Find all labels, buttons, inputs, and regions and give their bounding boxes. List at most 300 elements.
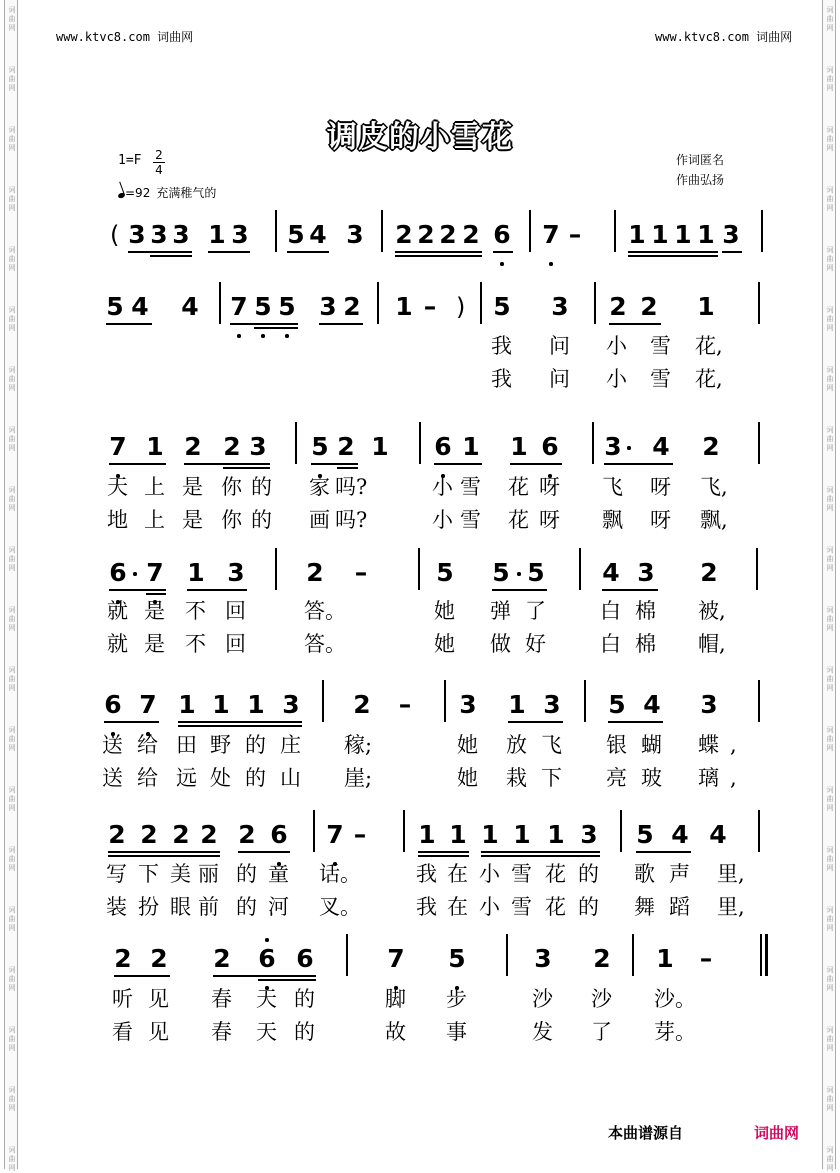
watermark-text: 词 曲 网 [8,126,16,152]
bar-line [756,548,758,590]
final-bar-line [765,934,768,976]
watermark-text: 词 曲 网 [8,66,16,92]
lyric-char: 写 [106,862,127,886]
lyric-char: 花 [545,895,566,919]
lyric-char: 我 [416,895,437,919]
note: 3 [534,944,552,973]
eighth-underline [108,851,220,853]
note: 6 [109,558,127,587]
watermark-text: 词 曲 网 [8,666,16,692]
lyric-char: 事 [446,1020,467,1044]
watermark-text: 词 曲 网 [826,486,834,512]
eighth-underline [481,851,600,853]
note: 2 [184,432,202,461]
lyric-char: 花, [695,367,723,391]
bar-line [584,680,586,722]
note: – [568,220,582,249]
lyric-char: 放 [506,733,527,757]
note: 6 [296,944,314,973]
sixteenth-underline [150,255,192,257]
lyric-char: 呀 [539,508,560,532]
note: 5 [278,292,296,321]
note: 1 [247,690,265,719]
lyric-char: 了 [525,599,546,623]
composer: 作曲弘扬 [676,173,725,187]
notation-line [0,558,840,588]
sixteenth-underline [628,255,718,257]
lyric-char: 的 [294,987,315,1011]
notation-line [0,220,840,250]
note: 4 [602,558,620,587]
lyric-char: 美 [170,862,191,886]
eighth-underline [608,721,663,723]
lyric-char: 雪 [511,895,532,919]
notation-line [0,944,840,974]
note: 5 [492,558,510,587]
lyric-char: 步 [446,987,467,1011]
note: 2 [395,220,413,249]
lyric-char: 你 [221,475,242,499]
note: 2 [114,944,132,973]
lyric-char: 银 [606,733,627,757]
lyric-char: 的 [251,475,272,499]
lyric-char: 在 [447,862,468,886]
note: 6 [541,432,559,461]
note: 3 [227,558,245,587]
low-octave-dot [500,262,504,266]
note: 3 [319,292,337,321]
lyric-char: 亮 [606,766,627,790]
watermark-text: 词 曲 网 [8,426,16,452]
note: 2 [200,820,218,849]
lyric-char: 不 [185,599,206,623]
lyricist: 作词匿名 [676,153,725,167]
watermark-text: 词 曲 网 [826,1086,834,1112]
lyric-char: 我 [416,862,437,886]
lyric-char: 天 [107,475,128,499]
lyric-char: 小 [479,862,500,886]
lyric-char: 画 [309,508,330,532]
lyric-char: 不 [185,632,206,656]
eighth-underline [636,851,691,853]
watermark-text: 词 曲 网 [826,906,834,932]
lyric-char: 答。 [304,599,346,623]
lyric-char: 里, [717,895,745,919]
lyric-char: 的 [236,895,257,919]
note: 5 [608,690,626,719]
note: 7 [326,820,344,849]
eighth-underline [510,463,562,465]
eighth-underline [178,721,302,723]
lyric-char: 被, [698,599,726,623]
watermark-text: 词 曲 网 [826,66,834,92]
watermark-text: 词 曲 网 [8,246,16,272]
note: 2 [172,820,190,849]
note: 3 [249,432,267,461]
note: 4 [671,820,689,849]
lyric-char: 稼; [344,733,373,757]
bar-line [313,810,315,852]
lyric-char: 的 [245,766,266,790]
watermark-text: 词 曲 网 [826,726,834,752]
lyric-char: 发 [532,1020,553,1044]
watermark-text: 词 曲 网 [826,426,834,452]
bar-line [614,210,616,252]
lyric-char: 的 [578,895,599,919]
note: 1 [371,432,389,461]
note: 2 [108,820,126,849]
bar-line [381,210,383,252]
watermark-text: 词 曲 网 [826,186,834,212]
bar-line [758,422,760,464]
watermark-text: 词 曲 网 [826,126,834,152]
eighth-underline [213,975,316,977]
note: 2 [343,292,361,321]
watermark-text: 词 曲 网 [8,1146,16,1172]
sixteenth-underline [108,855,220,857]
final-bar-line [760,934,762,976]
watermark-text: 词 曲 网 [8,606,16,632]
bar-line [592,422,594,464]
lyric-char: 沙 [532,987,553,1011]
watermark-text: 词 曲 网 [826,366,834,392]
note: 1 [212,690,230,719]
time-signature [153,148,165,177]
eighth-underline [287,251,329,253]
header-url-right[interactable] [655,28,792,45]
bar-line [377,282,379,324]
sixteenth-underline [481,855,600,857]
lyric-char: 庄 [280,733,301,757]
lyric-char: 芽。 [654,1020,696,1044]
note: 6 [434,432,452,461]
eighth-underline [109,589,166,591]
watermark-text: 词 曲 网 [826,846,834,872]
credits [676,150,724,190]
note: 5 [527,558,545,587]
note: 6 [270,820,288,849]
lyric-char: 问 [549,334,570,358]
note: 5 [448,944,466,973]
eighth-underline [395,251,482,253]
watermark-text: 词 曲 网 [8,1026,16,1052]
lyric-char: 好 [525,632,546,656]
note: 1 [674,220,692,249]
note: 3 [551,292,569,321]
lyric-char: 帽, [698,632,726,656]
expression-text: 充满稚气的 [156,186,217,200]
lyric-char: 眼 [170,895,191,919]
lyric-char: 她 [457,733,478,757]
watermark-text: 词 曲 网 [8,486,16,512]
sixteenth-underline [337,467,358,469]
lyric-char: 棉 [635,632,656,656]
eighth-underline [722,251,742,253]
note: 1 [547,820,565,849]
notation-line [0,820,840,850]
lyric-char: 璃 [698,766,719,790]
lyric-char: 花 [508,475,529,499]
note: 2 [337,432,355,461]
lyric-char: 崖; [344,766,373,790]
lyric-char: 下 [541,766,562,790]
note: 5 [254,292,272,321]
lyric-char: 回 [225,632,246,656]
lyric-char: 雪 [460,475,481,499]
note: 7 [146,558,164,587]
watermark-text: 词 曲 网 [826,306,834,332]
note: – [354,558,368,587]
note: 1 [510,432,528,461]
lyric-char: 上 [144,475,165,499]
low-octave-dot [261,334,265,338]
lyric-char: 舞 [634,895,655,919]
lyric-char: 里, [717,862,745,886]
eighth-underline [187,589,247,591]
lyric-char: 雪 [511,862,532,886]
bar-line [758,282,760,324]
lyric-char: 我 [491,367,512,391]
lyric-char: 是 [182,475,203,499]
source-site-link[interactable]: 词曲网 [754,1124,800,1142]
lyric-char: 小 [606,367,627,391]
note: 2 [640,292,658,321]
watermark-text: 词 曲 网 [826,786,834,812]
bar-line [529,210,531,252]
note: 4 [309,220,327,249]
notation-line [0,690,840,720]
lyric-char: 花 [508,508,529,532]
sixteenth-underline [178,725,302,727]
lyric-char: 脚 [385,987,406,1011]
lyric-char: 的 [245,733,266,757]
eighth-underline [208,251,250,253]
note: – [699,944,713,973]
lyric-char: 见 [148,1020,169,1044]
note: 3 [459,690,477,719]
note: 2 [702,432,720,461]
note: 5 [436,558,454,587]
lyric-char: 山 [280,766,301,790]
lyric-char: 问 [549,367,570,391]
lyric-char: 田 [176,733,197,757]
note: 1 [697,292,715,321]
lyric-char: 天 [256,1020,277,1044]
watermark-text: 词 曲 网 [8,966,16,992]
site-url[interactable]: www.ktvc8.com [655,30,749,44]
sixteenth-underline [223,467,270,469]
bar-line [275,210,277,252]
watermark-text: 词 曲 网 [8,366,16,392]
augmentation-dot [517,572,521,576]
watermark-text: 词 曲 网 [8,726,16,752]
lyric-char: 下 [138,862,159,886]
lyric-char: 呀 [539,475,560,499]
lyric-char: 的 [251,508,272,532]
eighth-underline [311,463,358,465]
eighth-underline [109,463,166,465]
augmentation-dot [627,446,631,450]
watermark-text: 词 曲 网 [8,546,16,572]
lyric-char: 装 [106,895,127,919]
sixteenth-underline [258,979,316,981]
lyric-char: 做 [490,632,511,656]
bar-line [632,934,634,976]
lyric-char: 玻 [641,766,662,790]
note: 7 [542,220,560,249]
watermark-text: 词 曲 网 [826,606,834,632]
lyric-char: 处 [210,766,231,790]
lyric-char: 看 [112,1020,133,1044]
site-name: 词曲网 [756,30,793,44]
note: 2 [140,820,158,849]
high-octave-dot [265,938,269,942]
lyric-char: 的 [294,1020,315,1044]
note: 5 [287,220,305,249]
watermark-text: 词 曲 网 [826,966,834,992]
eighth-underline [628,251,718,253]
lyric-char: 话。 [319,862,361,886]
note: 1 [628,220,646,249]
lyric-char: 飞 [541,733,562,757]
note: 1 [656,944,674,973]
site-url[interactable]: www.ktvc8.com [56,30,150,44]
lyric-char: 河 [268,895,289,919]
note: 2 [462,220,480,249]
lyric-char: 春 [211,1020,232,1044]
bar-line [403,810,405,852]
note: 1 [208,220,226,249]
note: 1 [513,820,531,849]
note: 1 [508,690,526,719]
lyric-char: 呀 [650,508,671,532]
lyric-char: 蝴 [641,733,662,757]
note: 5 [493,292,511,321]
header-url-left[interactable] [56,28,193,45]
lyric-char: 见 [148,987,169,1011]
site-name: 词曲网 [157,30,194,44]
note: 2 [417,220,435,249]
lyric-char: 沙 [591,987,612,1011]
lyric-char: 声 [669,862,690,886]
note: 3 [346,220,364,249]
note: 3 [128,220,146,249]
note: 7 [109,432,127,461]
note: 6 [104,690,122,719]
lyric-char: 蹈 [669,895,690,919]
bar-line [506,934,508,976]
sixteenth-underline [418,855,469,857]
note: 5 [636,820,654,849]
source-label: 本曲谱源自 [608,1124,684,1142]
low-octave-dot [285,334,289,338]
lyric-char: 棉 [635,599,656,623]
note: 3 [604,432,622,461]
lyric-char: 花, [695,334,723,358]
watermark-text: 词 曲 网 [8,786,16,812]
lyric-char: 飞, [700,475,728,499]
lyric-char: 小 [432,508,453,532]
tempo-marking [118,184,216,201]
lyric-char: , [730,733,737,757]
lyric-char: 了 [591,1020,612,1044]
eighth-underline [238,851,290,853]
lyric-char: 给 [137,766,158,790]
note: 2 [439,220,457,249]
lyric-char: 叉。 [319,895,361,919]
note: 3 [722,220,740,249]
note: 3 [231,220,249,249]
note: 3 [637,558,655,587]
bar-line [418,548,420,590]
lyric-char: 就 [107,632,128,656]
lyric-char: 的 [578,862,599,886]
bar-line [322,680,324,722]
lyric-char: 小 [479,895,500,919]
lyric-char: 春 [211,987,232,1011]
eighth-underline [602,589,658,591]
eighth-underline [114,975,170,977]
bar-line [761,210,763,252]
lyric-char: 是 [182,508,203,532]
sixteenth-underline [254,327,298,329]
lyric-char: 在 [447,895,468,919]
eighth-underline [319,323,363,325]
eighth-underline [230,323,298,325]
bar-line [620,810,622,852]
bar-line [444,680,446,722]
note: 3 [282,690,300,719]
note: 1 [395,292,413,321]
lyric-char: 白 [600,599,621,623]
notation-line [0,432,840,462]
lyric-char: 雪 [650,334,671,358]
note: – [353,820,367,849]
time-denominator: 4 [153,162,165,177]
note: 6 [493,220,511,249]
low-octave-dot [549,262,553,266]
lyric-char: 她 [434,632,455,656]
lyric-char: 送 [102,766,123,790]
note: 7 [230,292,248,321]
bar-line [275,548,277,590]
note: 4 [709,820,727,849]
note: 1 [651,220,669,249]
notation-line [0,292,840,322]
lyric-char: 小 [606,334,627,358]
note: 2 [238,820,256,849]
lyric-char: 丽 [198,862,219,886]
eighth-underline [128,251,192,253]
lyric-char: 扮 [138,895,159,919]
watermark-text: 词 曲 网 [8,906,16,932]
note: 3 [700,690,718,719]
lyric-char: 送 [102,733,123,757]
lyric-char: 雪 [650,367,671,391]
watermark-text: 词 曲 网 [826,1146,834,1172]
lyric-char: 远 [176,766,197,790]
note: 1 [178,690,196,719]
note: 2 [213,944,231,973]
watermark-text: 词 曲 网 [826,1026,834,1052]
note: 7 [139,690,157,719]
note: 4 [181,292,199,321]
note: 2 [223,432,241,461]
lyric-char: 她 [434,599,455,623]
lyric-char: 是 [144,632,165,656]
watermark-text: 词 曲 网 [826,666,834,692]
note: 3 [172,220,190,249]
